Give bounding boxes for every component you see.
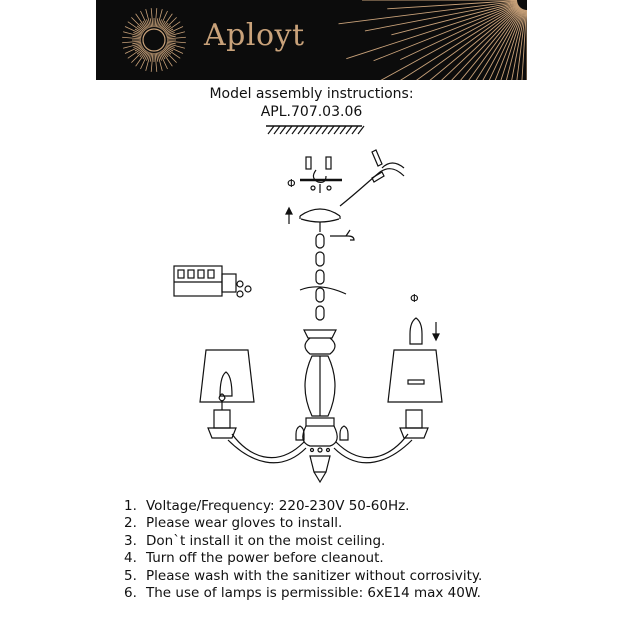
chandelier-stem (303, 330, 337, 482)
small-bulb-right (340, 426, 348, 440)
instruction-list (124, 498, 482, 602)
list-item: 1. Voltage/Frequency: 220-230V 50-60Hz. (124, 498, 410, 514)
brand-logo-text: Aployt (204, 18, 305, 53)
chain (300, 234, 346, 320)
svg-text:Φ: Φ (287, 177, 296, 190)
model-number: APL.707.03.06 (260, 104, 363, 120)
ceiling-canopy (286, 208, 340, 232)
list-item: 4. Turn off the power before cleanout. (124, 550, 384, 567)
mounting-bracket-icon (287, 157, 342, 193)
wire-clamp-icon (330, 230, 354, 240)
svg-text:Φ: Φ (410, 292, 419, 305)
brand-banner (96, 0, 527, 80)
screwdriver-icon (340, 150, 404, 206)
candle-socket-right (400, 410, 428, 438)
list-item: 2. Please wear gloves to install. (124, 515, 343, 532)
bulb-install-icon (410, 292, 439, 344)
sunburst-corner-decor (338, 0, 527, 80)
instructions-heading: Model assembly instructions: (209, 86, 414, 102)
terminal-block-icon (174, 266, 251, 297)
sunburst-graphics (96, 0, 527, 80)
ceiling-hatch-icon (266, 126, 364, 134)
chandelier-assembly-diagram (150, 120, 470, 492)
candle-socket-left (208, 394, 236, 438)
list-item: 3. Don`t install it on the moist ceiling. (124, 532, 386, 549)
list-item: 5. Please wash with the sanitizer without corrosivity. (124, 567, 483, 584)
sunburst-logo-icon (122, 8, 186, 72)
list-item: 6. The use of lamps is permissible: 6xE14 max 40W. (124, 584, 481, 601)
lamp-shade-right (388, 350, 442, 402)
lamp-shade-left (200, 350, 254, 402)
